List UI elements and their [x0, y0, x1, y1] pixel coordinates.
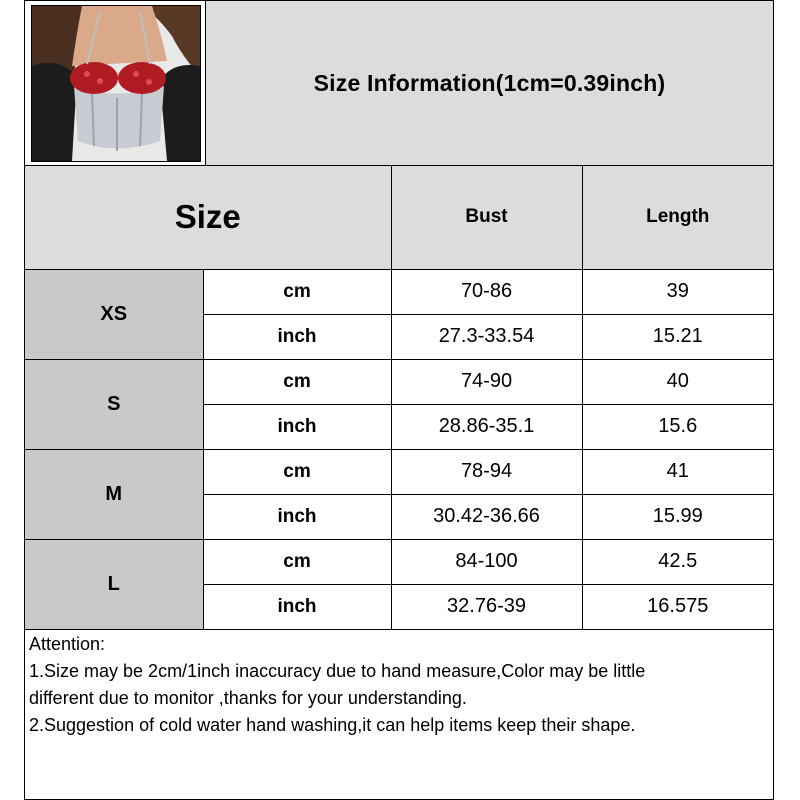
bust-inch-value: 27.3-33.54: [391, 314, 582, 359]
unit-cm: cm: [203, 449, 391, 494]
size-label-xs: XS: [25, 269, 203, 359]
length-inch-value: 15.21: [582, 314, 773, 359]
bust-cm-value: 70-86: [391, 269, 582, 314]
size-table: [25, 166, 773, 630]
length-cm-value: 41: [582, 449, 773, 494]
length-cm-value: 42.5: [582, 539, 773, 584]
header-title-box: [205, 1, 773, 165]
unit-inch: inch: [203, 494, 391, 539]
unit-cm: cm: [203, 539, 391, 584]
notes-line: 2.Suggestion of cold water hand washing,it can help items keep their shape.: [29, 715, 636, 735]
table-row: [25, 269, 773, 314]
bust-inch-value: 30.42-36.66: [391, 494, 582, 539]
size-label-s: S: [25, 359, 203, 449]
length-inch-value: 15.6: [582, 404, 773, 449]
unit-cm: cm: [203, 359, 391, 404]
notes-line: different due to monitor ,thanks for your understanding.: [29, 688, 467, 708]
unit-cm: cm: [203, 269, 391, 314]
bust-cm-value: 78-94: [391, 449, 582, 494]
length-cm-value: 40: [582, 359, 773, 404]
size-info-header: [25, 1, 773, 166]
length-inch-value: 15.99: [582, 494, 773, 539]
product-photo: [31, 5, 201, 162]
table-row: [25, 449, 773, 494]
length-cm-value: 39: [582, 269, 773, 314]
bust-inch-value: 28.86-35.1: [391, 404, 582, 449]
notes-line: 1.Size may be 2cm/1inch inaccuracy due to hand measure,Color may be little: [29, 661, 646, 681]
bust-column-header: Bust: [391, 166, 582, 269]
unit-inch: inch: [203, 314, 391, 359]
bust-cm-value: 74-90: [391, 359, 582, 404]
bust-cm-value: 84-100: [391, 539, 582, 584]
page-title: Size Information(1cm=0.39inch): [313, 69, 666, 96]
notes-heading: Attention:: [29, 634, 106, 654]
unit-inch: inch: [203, 584, 391, 629]
size-label-m: M: [25, 449, 203, 539]
size-column-header: Size: [25, 166, 391, 269]
bust-inch-value: 32.76-39: [391, 584, 582, 629]
size-chart-sheet: [24, 0, 774, 800]
table-row: [25, 539, 773, 584]
length-column-header: Length: [582, 166, 773, 269]
unit-inch: inch: [203, 404, 391, 449]
attention-notes: [29, 631, 769, 739]
table-header-row: [25, 166, 773, 269]
length-inch-value: 16.575: [582, 584, 773, 629]
table-row: [25, 359, 773, 404]
size-label-l: L: [25, 539, 203, 629]
